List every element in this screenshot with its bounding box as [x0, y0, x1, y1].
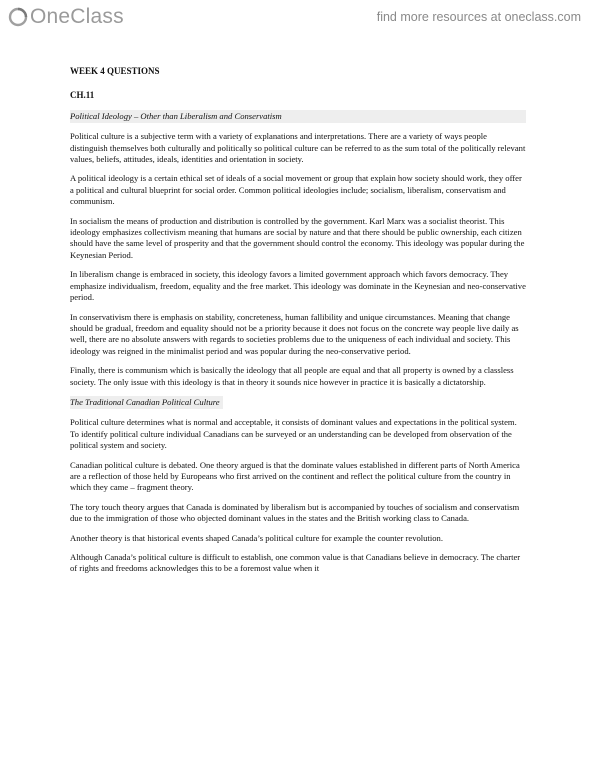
paragraph: In liberalism change is embraced in society, this ideology favors a limited government approach which favors democracy. They emphasize individualism, freedom, equality and the free market. This ideology was dominate in the Keynesian and neo-conservative period.	[70, 269, 526, 303]
oneclass-logo[interactable]	[8, 5, 124, 29]
paragraph: The tory touch theory argues that Canada is dominated by liberalism but is accompanied by touches of socialism and conservatism due to the immigration of those who objected dominant values in the states and the British working class to Canada.	[70, 501, 520, 524]
document-title: WEEK 4 QUESTIONS	[70, 66, 160, 76]
paragraph: A political ideology is a certain ethical set of ideals of a social movement or group that explain how society should work, they offer a political and cultural blueprint for social order. Common political ideologies include; socialism, liberalism, conservatism and communism.	[70, 173, 522, 207]
paragraph: Political culture determines what is normal and acceptable, it consists of dominant values and expectations in the political system. To identify political culture individual Canadians can be surveyed or an understanding can be developed from observation of the political system and society.	[70, 417, 517, 451]
paragraph: Finally, there is communism which is basically the ideology that all people are equal and that all property is owned by a classless society. The only issue with this ideology is that in theory it sounds nice however in practice it is basically a dictatorship.	[70, 365, 514, 387]
promo-link[interactable]: find more resources at oneclass.com	[376, 10, 581, 24]
paragraph: In conservativism there is emphasis on stability, concreteness, human fallibility and unique circumstances. Meaning that change should be gradual, freedom and equality should not be a priority because it does not focus on the concrete way people live daily as well, there are no absolute answers with regards to societies problems due to the uniqueness of each individual and society. This ideology was reigned in the minimalist period and was popular during the neo-conservative period.	[70, 311, 519, 356]
logo-circle-icon	[8, 7, 28, 27]
top-banner	[0, 0, 595, 34]
section-heading-ideology: Political Ideology – Other than Liberalism and Conservatism	[70, 110, 526, 123]
paragraph: Canadian political culture is debated. One theory argued is that the dominate values established in different parts of North America are a reflection of those held by Europeans who first arrived on the continent and reflect the political culture from the country in which they came – fragment theory.	[70, 459, 520, 493]
chapter-heading: CH.11	[70, 90, 95, 101]
paragraph: Another theory is that historical events shaped Canada’s political culture for example the counter revolution.	[70, 532, 443, 543]
logo-text: OneClass	[30, 5, 124, 28]
paragraph: Political culture is a subjective term with a variety of explanations and interpretations. There are a variety of ways people distinguish themselves both culturally and politically so political culture can be referred to as the sum total of the politically relevant values, beliefs, attitudes, ideals, identities and orientation in society.	[70, 131, 526, 165]
section-heading-canadian-culture: The Traditional Canadian Political Culture	[70, 396, 223, 409]
document-body	[70, 66, 526, 583]
paragraph: In socialism the means of production and distribution is controlled by the government. Karl Marx was a socialist theorist. This ideology emphasizes collectivism meaning that humans are social by nature and that there should be public ownership, each citizen should have the same level of prosperity and that the government should control the economy. This ideology was popular during the Keynesian Period.	[70, 215, 525, 260]
paragraph: Although Canada’s political culture is difficult to establish, one common value is that Canadians believe in democracy. The charter of rights and freedoms acknowledges this to be a foremost value when it	[70, 552, 521, 574]
